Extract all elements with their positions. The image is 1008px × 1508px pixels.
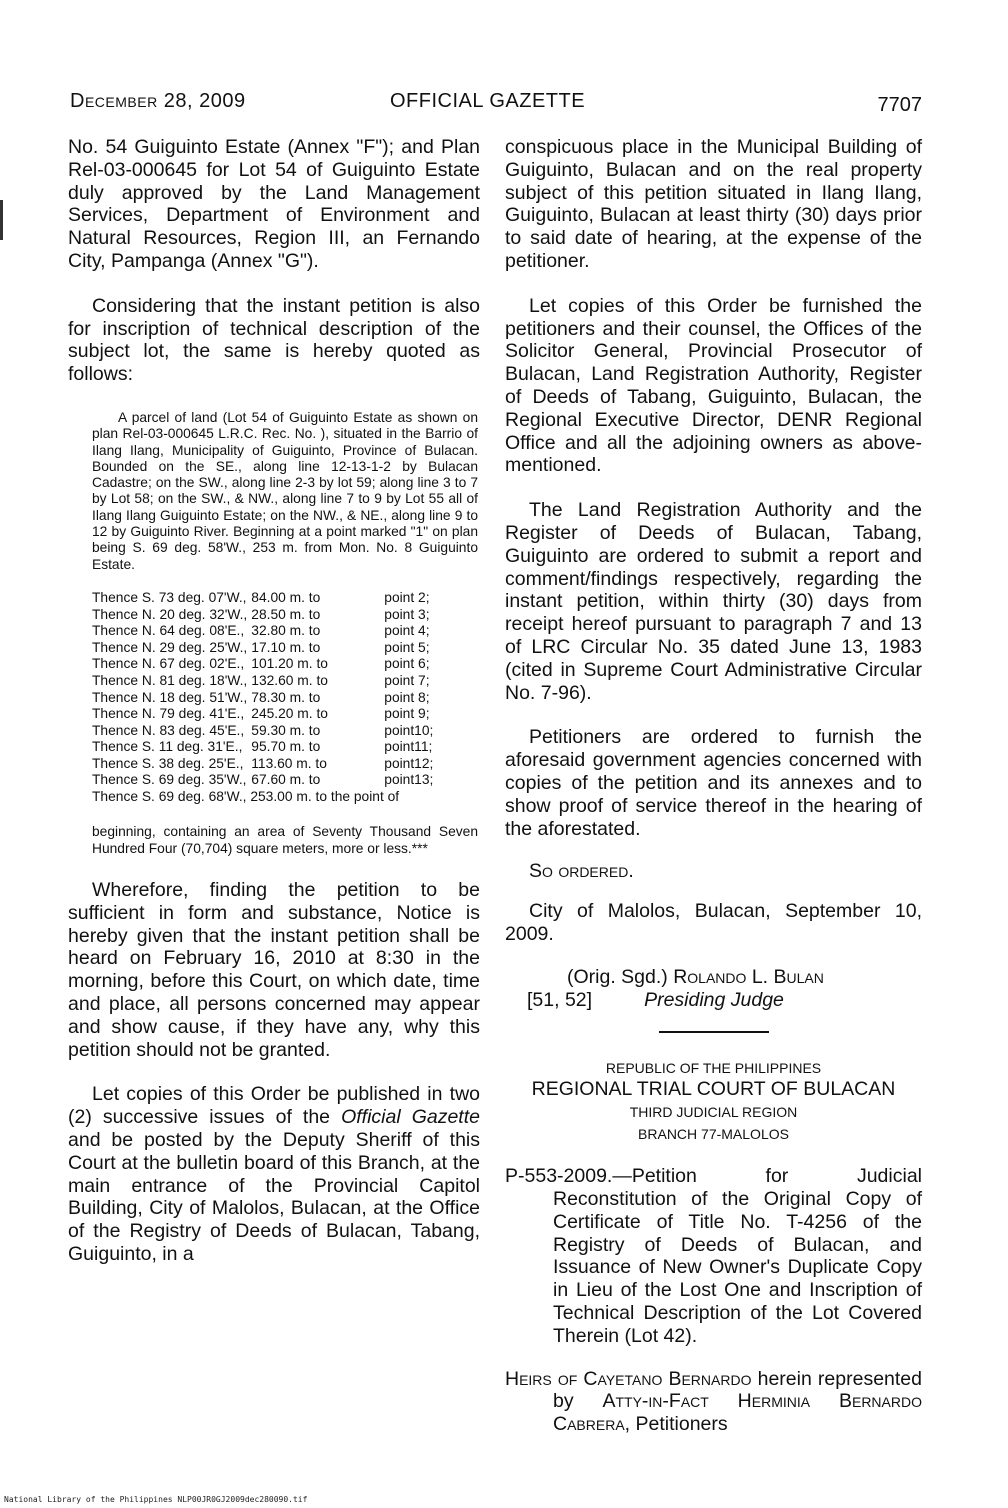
page-header <box>70 88 922 118</box>
paragraph-lra-report: The Land Registration Authority and the Register of Deeds of Bulacan, Tabang, Guiguinto are ordered to submit a report and comment/findings respectively, regarding the instant petition, within thirty (30) days from receipt hereof pursuant to paragraph 7 and 13 of LRC Circular No. 35 dated June 13, 1983 (cited in Supreme Court Administrative Circular No. 7-96). <box>505 499 922 704</box>
thence-bearing: Thence N. 79 deg. 41'E., <box>92 706 245 722</box>
place-date: City of Malolos, Bulacan, September 10, 2009. <box>505 900 922 945</box>
thence-row <box>92 690 433 707</box>
thence-row <box>92 656 433 673</box>
signature-line: (Orig. Sgd.) Rolando L. Bulan <box>567 965 824 988</box>
thence-table <box>92 590 433 789</box>
thence-point: point 9; <box>384 706 430 722</box>
thence-distance: 95.70 m. to <box>251 739 321 755</box>
thence-bearing: Thence S. 69 deg. 35'W., <box>92 772 247 788</box>
thence-row <box>92 723 433 740</box>
thence-point: point12; <box>384 755 434 771</box>
thence-point: point 8; <box>384 689 430 705</box>
thence-point: point10; <box>384 722 434 738</box>
thence-bearing: Thence N. 64 deg. 08'E., <box>92 623 245 639</box>
page-number: 7707 <box>877 94 922 116</box>
so-ordered: So ordered. <box>529 860 634 883</box>
petitioners-line: Heirs of Cayetano Bernardo herein represented by Atty-in-Fact Herminia Bernardo Cabrera, Petitioners <box>505 1367 922 1436</box>
thence-distance: 78.30 m. to <box>251 689 321 705</box>
scan-footer: National Library of the Philippines NLP00JR0GJ2009dec280090.tif <box>4 1495 308 1504</box>
thence-row <box>92 590 433 607</box>
thence-distance: 59.30 m. to <box>251 722 321 738</box>
thence-bearing: Thence N. 81 deg. 18'W., <box>92 672 248 688</box>
court-branch: BRANCH 77-MALOLOS <box>638 1126 789 1143</box>
thence-point: point11; <box>384 739 433 755</box>
judge-title: Presiding Judge <box>644 988 784 1011</box>
thence-bearing: Thence N. 29 deg. 25'W., <box>92 639 248 655</box>
technical-description: A parcel of land (Lot 54 of Guiguinto Estate as shown on plan Rel-03-000645 L.R.C. Rec. No. ), situated in the Barrio of Ilang Ilang, Municipality of Guiguinto, Province of Bulacan. Bounded on the SE., along line 12-13-1-2 by Bulacan Cadastre; on the SW., along line 2-3 by lot 59; along line 3 to 7 by Lot 58; on the SW., & NW., along line 7 to 9 by Lot 55 all of Ilang Ilang Guiguinto Estate; on the NW., & NE., along line 9 to 12 by Guiguinto River. Beginning at a point marked "1" on plan being S. 69 deg. 58'W., 253 m. from Mon. No. 8 Guiguinto Estate. <box>92 409 478 572</box>
court-republic: REPUBLIC OF THE PHILIPPINES <box>605 1060 822 1077</box>
reference-numbers: [51, 52] <box>527 988 593 1011</box>
thence-distance: 113.60 m. to <box>251 755 327 771</box>
thence-row <box>92 739 433 756</box>
thence-distance: 67.60 m. to <box>251 772 321 788</box>
thence-point: point 7; <box>384 672 430 688</box>
paragraph-petitioners-ordered: Petitioners are ordered to furnish the aforesaid government agencies concerned with copies of the petition and its annexes and to show proof of service thereof in the hearing of the aforestated. <box>505 726 922 840</box>
court-region: THIRD JUDICIAL REGION <box>629 1104 798 1121</box>
thence-point: point 2; <box>384 589 430 605</box>
thence-point: point 5; <box>384 639 430 655</box>
thence-bearing: Thence S. 38 deg. 25'E., <box>92 755 244 771</box>
paragraph-annex: No. 54 Guiguinto Estate (Annex "F"); and Plan Rel-03-000645 for Lot 54 of Guiguinto Estate duly approved by the Land Management Services, Department of Environment and Natural Resources, Region III, an Fernando City, Pampanga (Annex "G"). <box>68 136 480 272</box>
thence-row <box>92 772 433 789</box>
scan-edge-mark <box>0 200 3 240</box>
thence-row <box>92 673 433 690</box>
header-date: December 28, 2009 <box>70 90 246 112</box>
thence-distance: 245.20 m. to <box>251 706 328 722</box>
thence-point: point 6; <box>384 656 430 672</box>
left-column <box>68 136 480 1266</box>
thence-bearing: Thence N. 83 deg. 45'E., <box>92 722 245 738</box>
thence-last: Thence S. 69 deg. 68'W., 253.00 m. to the point of <box>92 789 400 805</box>
thence-distance: 84.00 m. to <box>251 589 321 605</box>
thence-point: point13; <box>384 772 434 788</box>
thence-distance: 17.10 m. to <box>251 639 321 655</box>
technical-description-end: beginning, containing an area of Seventy Thousand Seven Hundred Four (70,704) square meters, more or less.*** <box>92 824 478 856</box>
court-name: REGIONAL TRIAL COURT OF BULACAN <box>531 1078 896 1101</box>
judge-name: Rolando L. Bulan <box>673 965 824 988</box>
gazette-italic: Official Gazette <box>341 1106 480 1129</box>
paragraph-furnish-copies: Let copies of this Order be furnished the petitioners and their counsel, the Offices of the Solicitor General, Provincial Prosecutor of Bulacan, Land Registration Authority, Register of Deeds of Tabang, Guiguinto, Bulacan, the Regional Executive Director, DENR Regional Office and all the adjoining owners as above-mentioned. <box>505 294 922 477</box>
thence-point: point 3; <box>384 606 430 622</box>
paragraph-publish: Let copies of this Order be published in two (2) successive issues of the Official Gazette and be posted by the Deputy Sheriff of this Court at the bulletin board of this Branch, at the main entrance of the Provincial Capitol Building, City of Malolos, Bulacan, at the Office of the Registry of Deeds of Bulacan, Tabang, Guiguinto, in a <box>68 1083 480 1265</box>
thence-bearing: Thence N. 67 deg. 02'E., <box>92 656 245 672</box>
thence-row <box>92 706 433 723</box>
header-title: OFFICIAL GAZETTE <box>390 90 586 112</box>
thence-point: point 4; <box>384 623 430 639</box>
thence-row <box>92 607 433 624</box>
paragraph-wherefore: Wherefore, finding the petition to be sufficient in form and substance, Notice is hereby given that the instant petition shall be heard on February 16, 2010 at 8:30 in the morning, before this Court, on which date, time and place, all persons concerned may appear and show cause, if they have any, why this petition should not be granted. <box>68 878 480 1061</box>
thence-bearing: Thence S. 11 deg. 31'E., <box>92 739 243 755</box>
signature-title-line <box>505 989 922 1012</box>
thence-row <box>92 640 433 657</box>
right-column <box>505 136 922 1436</box>
thence-distance: 32.80 m. to <box>251 623 321 639</box>
thence-distance: 132.60 m. to <box>251 672 328 688</box>
case-title: P-553-2009.—Petition for Judicial Reconstitution of the Original Copy of Certificate of Title No. T-4256 of the Registry of Deeds of Bulacan, and Issuance of New Owner's Duplicate Copy in Lieu of the Lost One and Inscription of Technical Description of the Lot Covered Therein (Lot 42). <box>505 1165 922 1347</box>
thence-row <box>92 756 433 773</box>
thence-bearing: Thence S. 73 deg. 07'W., <box>92 589 247 605</box>
thence-bearing: Thence N. 18 deg. 51'W., <box>92 689 248 705</box>
thence-distance: 28.50 m. to <box>251 606 321 622</box>
thence-bearing: Thence N. 20 deg. 32'W., <box>92 606 248 622</box>
thence-distance: 101.20 m. to <box>251 656 328 672</box>
paragraph-conspicuous: conspicuous place in the Municipal Building of Guiguinto, Bulacan and on the real property subject of this petition situated in Ilang Ilang, Guiguinto, Bulacan at least thirty (30) days prior to said date of hearing, at the expense of the petitioner. <box>505 136 922 272</box>
thence-row <box>92 623 433 640</box>
paragraph-considering: Considering that the instant petition is also for inscription of technical description of the subject lot, the same is hereby quoted as follows: <box>68 294 480 386</box>
